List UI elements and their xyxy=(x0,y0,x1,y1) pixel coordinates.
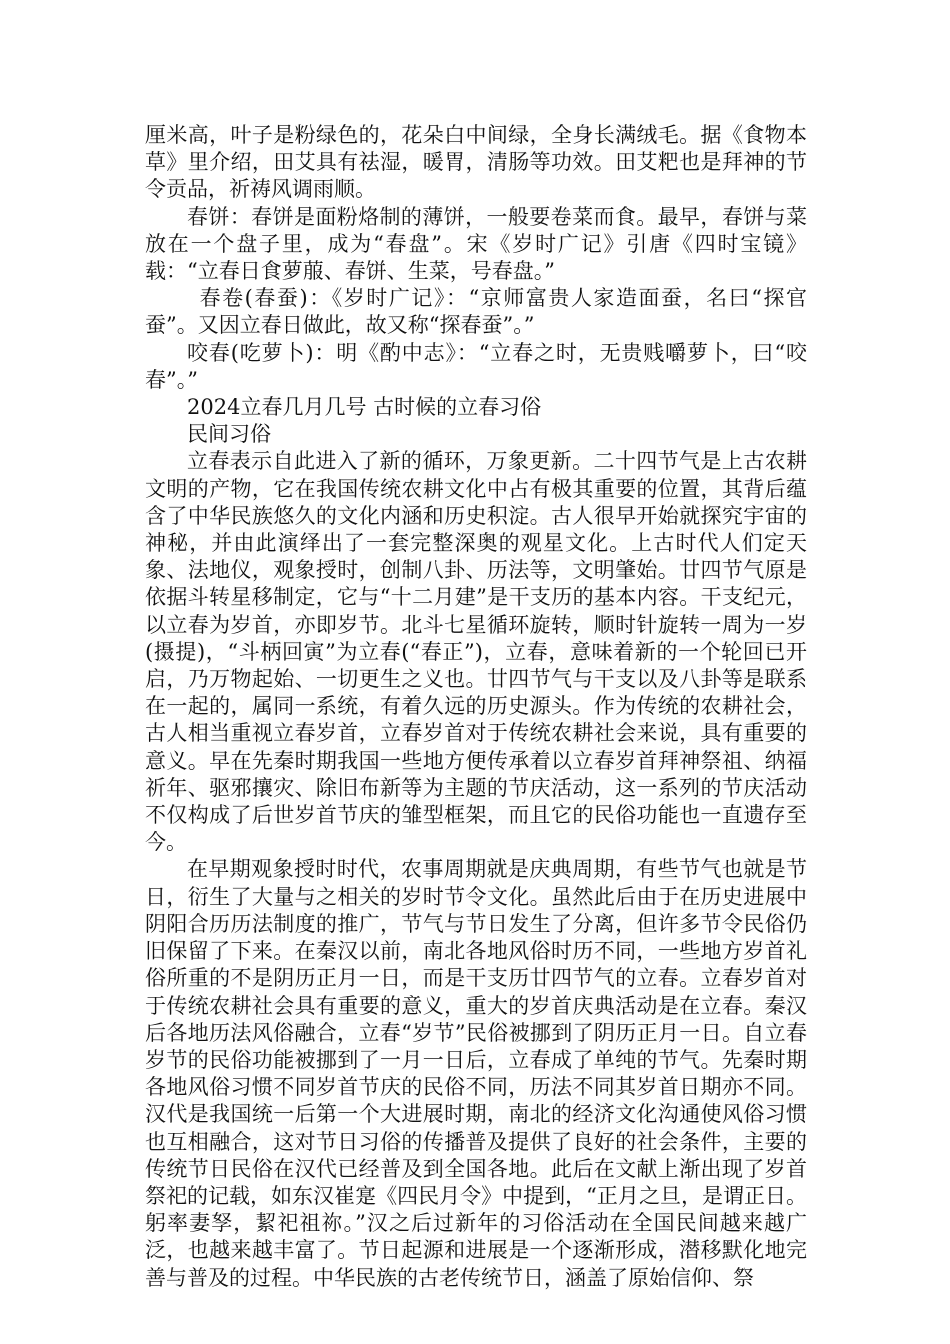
section-title: 2024立春几月几号 古时候的立春习俗 xyxy=(187,395,542,420)
section-subtitle: 民间习俗 xyxy=(187,422,271,447)
paragraph-chunjuan: 春卷(春蚕)：《岁时广记》：“京师富贵人家造面蚕，名曰“探官蚕”。又因立春日做此，故又称“探春蚕”。” xyxy=(145,286,807,338)
document-page xyxy=(145,122,807,1292)
paragraph-body-1: 立春表示自此进入了新的循环，万象更新。二十四节气是上古农耕文明的产物，它在我国传统农耕文化中占有极其重要的位置，其背后蕴含了中华民族悠久的文化内涵和历史积淀。古人很早开始就探究宇宙的神秘，并由此演绎出了一套完整深奥的观星文化。上古时代人们定天象、法地仪，观象授时，创制八卦、历法等，文明肇始。廿四节气原是依据斗转星移制定，它与“十二月建”是干支历的基本内容。干支纪元，以立春为岁首，亦即岁节。北斗七星循环旋转，顺时针旋转一周为一岁(摄提)，“斗柄回寅”为立春(“春正”)，立春，意味着新的一个轮回已开启，乃万物起始、一切更生之义也。廿四节气与干支以及八卦等是联系在一起的，属同一系统，有着久远的历史源头。作为传统的农耕社会，古人相当重视立春岁首，立春岁首对于传统农耕社会来说，具有重要的意义。早在先秦时期我国一些地方便传承着以立春岁首拜神祭祖、纳福祈年、驱邪攘灾、除旧布新等为主题的节庆活动，这一系列的节庆活动不仅构成了后世岁首节庆的雏型框架，而且它的民俗功能也一直遗存至今。 xyxy=(145,449,807,855)
paragraph-chunbing: 春饼：春饼是面粉烙制的薄饼，一般要卷菜而食。最早，春饼与菜放在一个盘子里，成为“春盘”。宋《岁时广记》引唐《四时宝镜》载：“立春日食萝菔、春饼、生菜，号春盘。” xyxy=(145,204,807,284)
paragraph-continued: 厘米高，叶子是粉绿色的，花朵白中间绿，全身长满绒毛。据《食物本草》里介绍，田艾具有祛湿，暖胃，清肠等功效。田艾粑也是拜神的节令贡品，祈祷风调雨顺。 xyxy=(145,123,807,202)
paragraph-yaochun: 咬春(吃萝卜)：明《酌中志》：“立春之时，无贵贱嚼萝卜，曰“咬春”。” xyxy=(145,340,807,392)
paragraph-body-2: 在早期观象授时时代，农事周期就是庆典周期，有些节气也就是节日，衍生了大量与之相关的岁时节令文化。虽然此后由于在历史进展中阴阳合历历法制度的推广，节气与节日发生了分离，但许多节令民俗仍旧保留了下来。在秦汉以前，南北各地风俗时历不同，一些地方岁首礼俗所重的不是阴历正月一日，而是干支历廿四节气的立春。立春岁首对于传统农耕社会具有重要的意义，重大的岁首庆典活动是在立春。秦汉后各地历法风俗融合，立春“岁节”民俗被挪到了阴历正月一日。自立春岁节的民俗功能被挪到了一月一日后，立春成了单纯的节气。先秦时期各地风俗习惯不同岁首节庆的民俗不同，历法不同其岁首日期亦不同。汉代是我国统一后第一个大进展时期，南北的经济文化沟通使风俗习惯也互相融合，这对节日习俗的传播普及提供了良好的社会条件，主要的传统节日民俗在汉代已经普及到全国各地。此后在文献上渐出现了岁首祭祀的记载，如东汉崔寔《四民月令》中提到，“正月之旦，是谓正日。躬率妻孥，絜祀祖祢。”汉之后过新年的习俗活动在全国民间越来越广泛，也越来越丰富了。节日起源和进展是一个逐渐形成，潜移默化地完善与普及的过程。中华民族的古老传统节日，涵盖了原始信仰、祭 xyxy=(145,857,807,1290)
